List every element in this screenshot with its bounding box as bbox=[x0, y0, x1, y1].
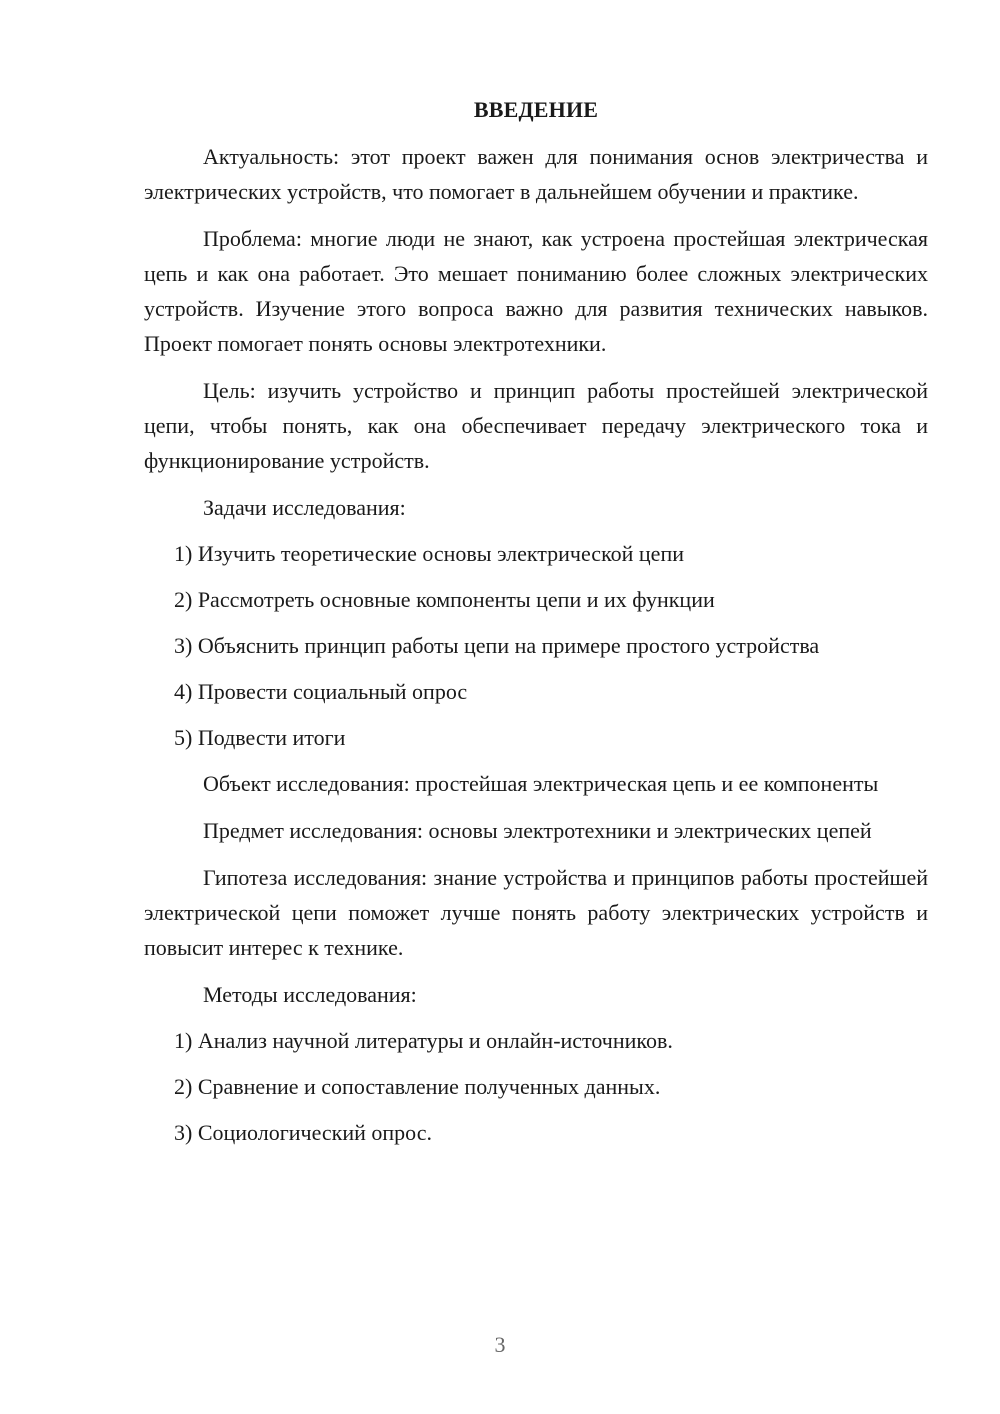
method-item: 3) Социологический опрос. bbox=[174, 1120, 432, 1145]
problem-paragraph: Проблема: многие люди не знают, как устроена простейшая электрическая цепь и как она работает. Это мешает пониманию более сложных электрических устройств. Изучение этого вопроса важно для развития технических навыков. Проект помогает понять основы электротехники. bbox=[144, 226, 928, 356]
tasks-title: Задачи исследования: bbox=[203, 495, 406, 520]
page-number: 3 bbox=[494, 1332, 506, 1357]
document-page bbox=[144, 92, 928, 1161]
hypothesis-paragraph: Гипотеза исследования: знание устройства и принципов работы простейшей электрической цепи поможет лучше понять работу электрических устройств и повысит интерес к технике. bbox=[144, 865, 928, 960]
method-item: 2) Сравнение и сопоставление полученных данных. bbox=[174, 1074, 661, 1099]
task-item: 3) Объяснить принцип работы цепи на примере простого устройства bbox=[174, 633, 820, 658]
relevance-paragraph: Актуальность: этот проект важен для понимания основ электричества и электрических устройств, что помогает в дальнейшем обучении и практике. bbox=[144, 144, 928, 204]
goal-paragraph: Цель: изучить устройство и принцип работы простейшей электрической цепи, чтобы понять, как она обеспечивает передачу электрического тока и функционирование устройств. bbox=[144, 378, 928, 473]
task-item: 1) Изучить теоретические основы электрической цепи bbox=[174, 541, 684, 566]
subject-paragraph: Предмет исследования: основы электротехники и электрических цепей bbox=[203, 818, 872, 843]
object-paragraph: Объект исследования: простейшая электрическая цепь и ее компоненты bbox=[203, 771, 879, 796]
task-item: 2) Рассмотреть основные компоненты цепи и их функции bbox=[174, 587, 715, 612]
methods-title: Методы исследования: bbox=[203, 982, 417, 1007]
method-item: 1) Анализ научной литературы и онлайн-источников. bbox=[174, 1028, 673, 1053]
section-heading: ВВЕДЕНИЕ bbox=[473, 97, 599, 122]
task-item: 5) Подвести итоги bbox=[174, 725, 346, 750]
task-item: 4) Провести социальный опрос bbox=[174, 679, 468, 704]
